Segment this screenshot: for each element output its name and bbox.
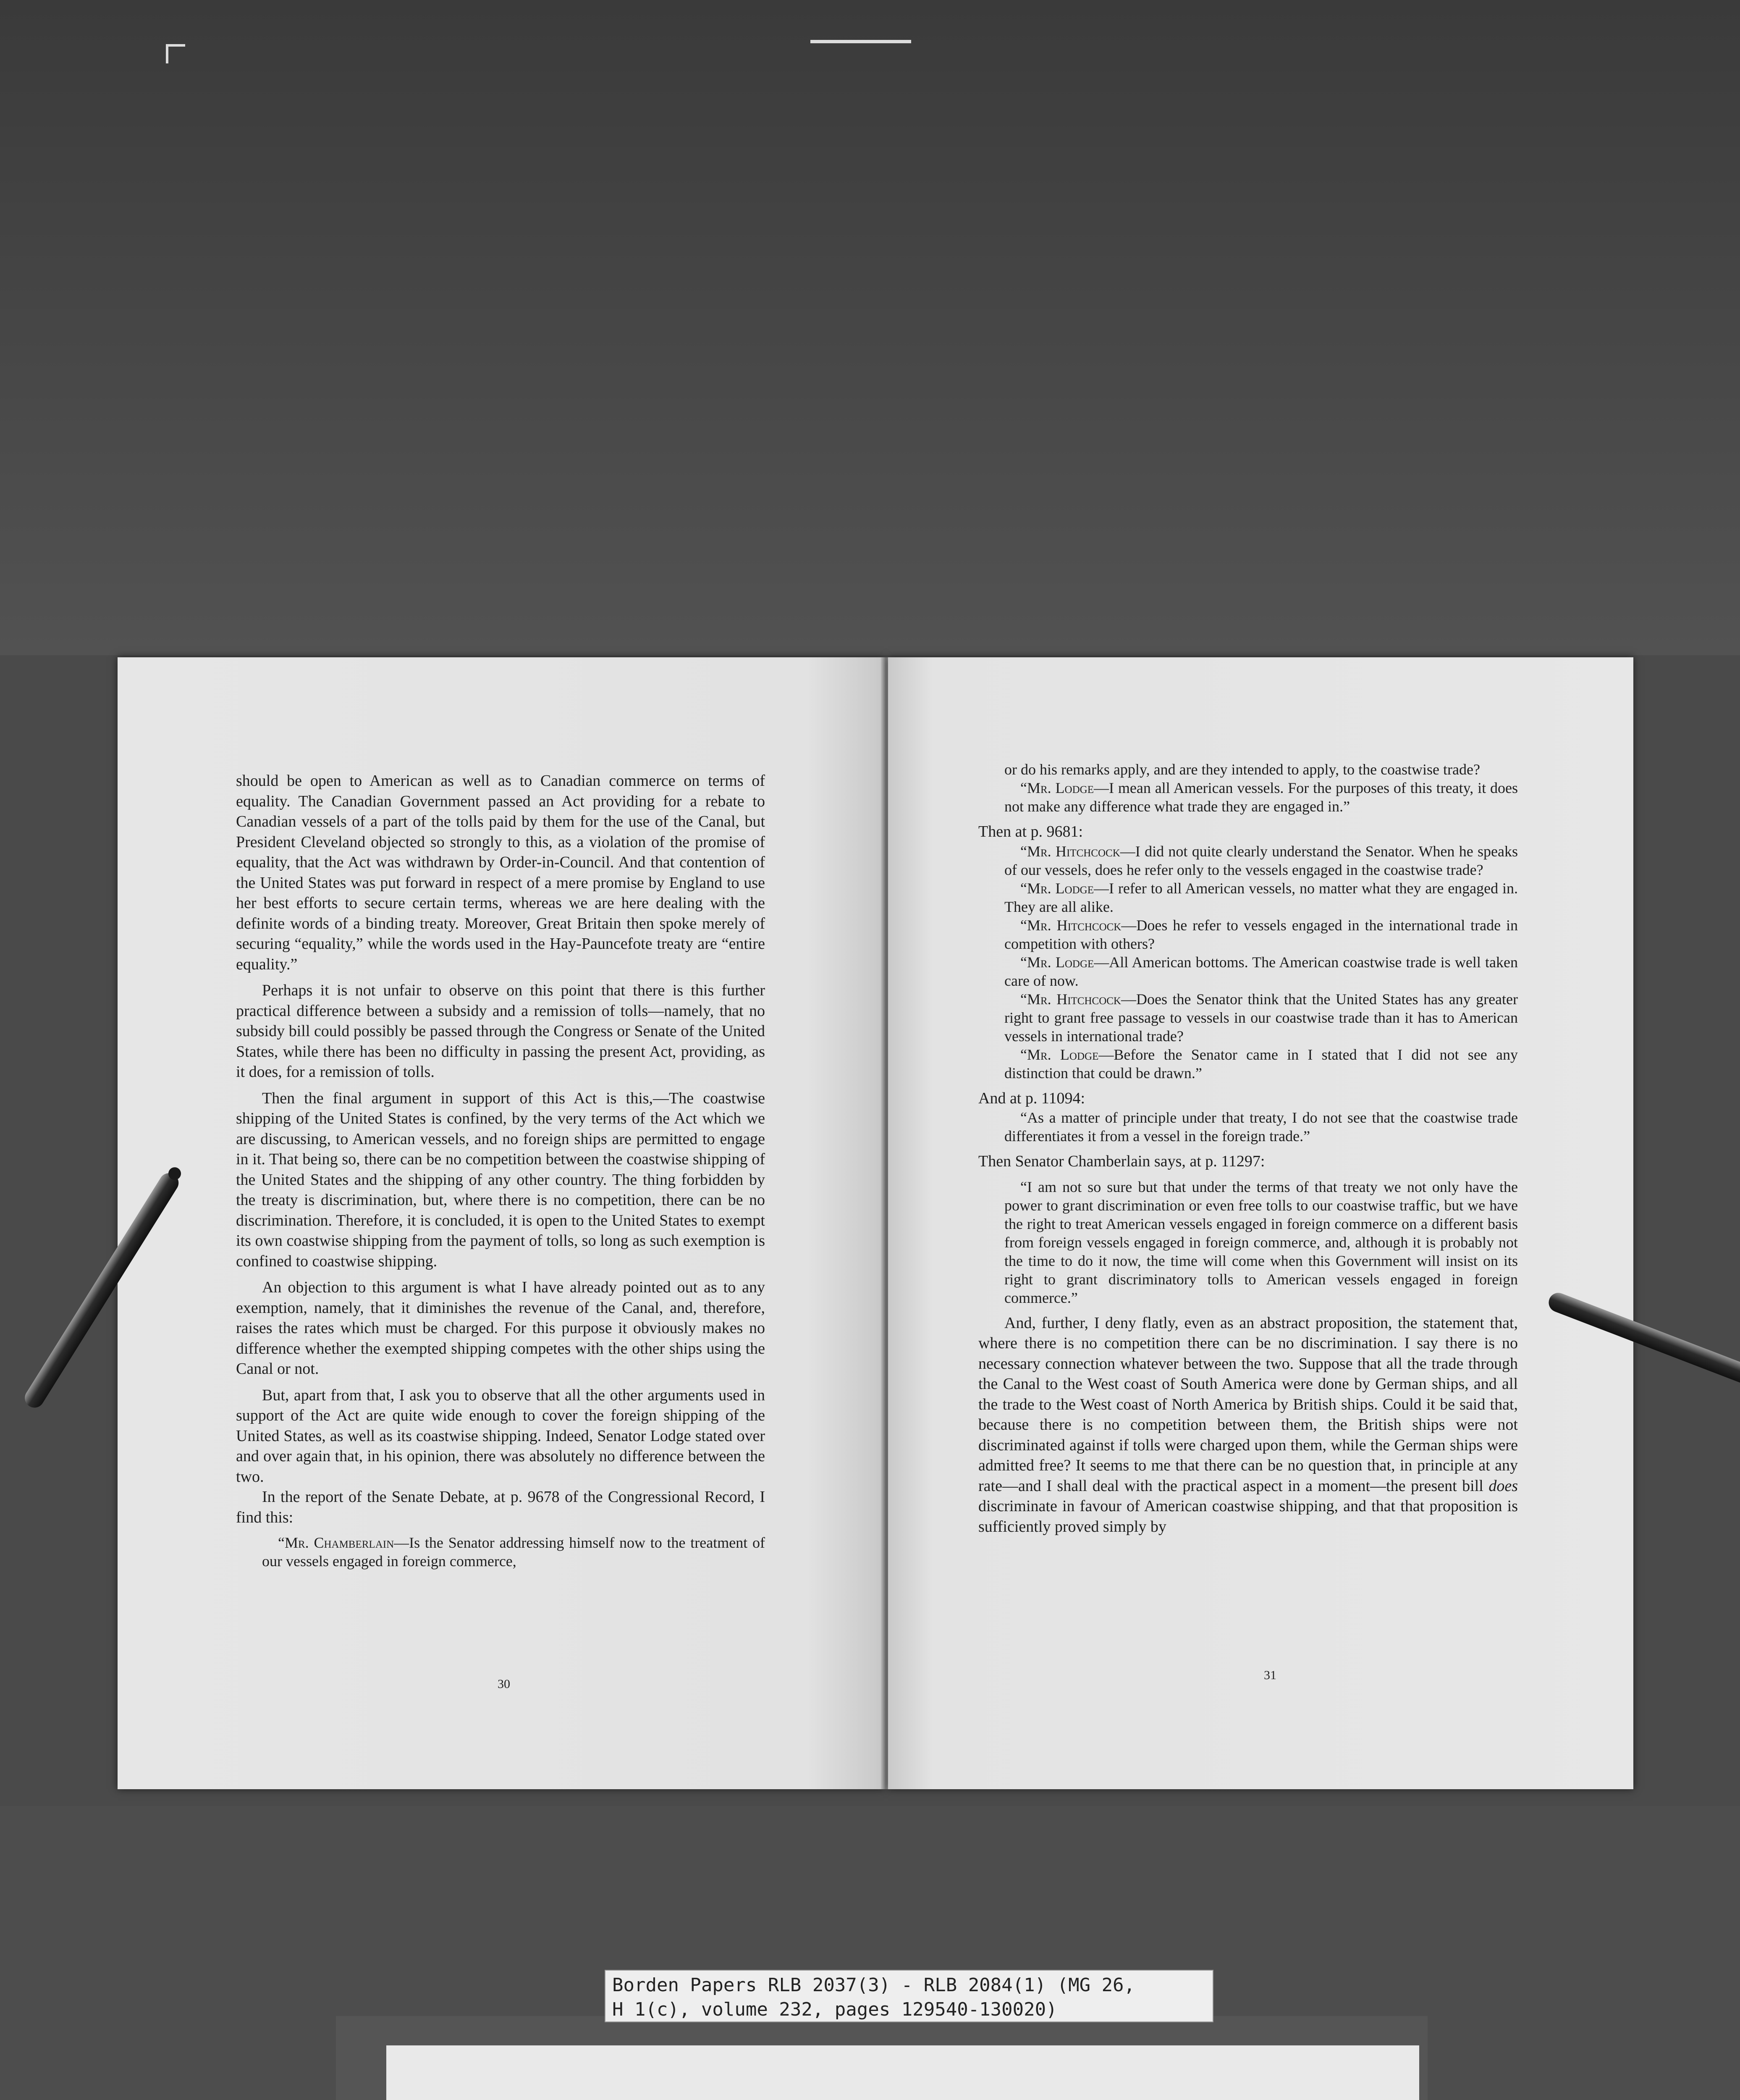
paragraph: Perhaps it is not unfair to observe on this point that there is this further practical difference between a subsidy and a remission of tolls—namely, that no subsidy bill could possibly be passed through the Congress or Senate of the United States, while there has been no difficulty in passing the present Act, providing, as it does, for a remission of tolls. <box>236 982 765 1081</box>
open-booklet <box>118 657 1633 1789</box>
quotation-text: —I refer to all American vessels, no matter what they are engaged in. They are all alike. <box>1004 879 1518 915</box>
quotation-text: —I mean all American vessels. For the purposes of this treaty, it does not make any difference what trade they are engaged in.” <box>1004 780 1518 815</box>
paragraph: Then the final argument in support of this Act is this,—The coastwise shipping of the United States is confined, by the very terms of the Act which we are discussing, to American vessels, and no foreign ships are permitted to engage in it. That being so, there can be no competition between the coastwise shipping of the United States and the shipping of any other country. The thing forbidden by the treaty is discrimination, but, where there is no competition, there can be no discrimination. Therefore, it is concluded, it is open to the United States to exempt its own coastwise shipping from the payment of tolls, so long as such exemption is confined to coastwise shipping. <box>236 1089 765 1270</box>
quotation: “As a matter of principle under that treaty, I do not see that the coastwise trade differentiates it from a vessel in the foreign trade.” <box>1004 1109 1518 1144</box>
quotation: “Mr. Lodge—All American bottoms. The American coastwise trade is well taken care of now. <box>1004 953 1518 989</box>
paragraph <box>978 1313 1518 1537</box>
archive-card <box>386 2045 1419 2100</box>
paragraph: An objection to this argument is what I have already pointed out as to any exemption, namely, that it diminishes the revenue of the Canal, and, therefore, raises the rates which must be charged. For this purpose it obviously makes no difference whether the exempted shipping competes with the other ships using the Canal or not. <box>236 1278 765 1378</box>
quotation-text: —Does the Senator think that the United States has any greater right to grant free passage to vessels in our coastwise trade than it has to American vessels in international trade? <box>1004 990 1518 1045</box>
quotation: “Mr. Lodge—I mean all American vessels. For the purposes of this treaty, it does not make any difference what trade they are engaged in.” <box>1004 780 1518 815</box>
paragraph-text: discriminate in favour of American coastwise shipping, and that that proposition is sufficiently proved simply by <box>978 1497 1518 1536</box>
paragraph-text: And, further, I deny flatly, even as an abstract proposition, the statement that, where there is no competition there can be no discrimination. I say there is no necessary connection whatever between the two. Suppose that all the trade through the Canal to the West coast of South America were done by German ships, and all the trade to the West coast of North America by British ships. Could it be said that, because there is no competition between them, the British ships were not discriminated against if tolls were charged upon them, while the German ships were admitted free? It seems to me that there can be no question that, in principle at any rate—and I shall deal with the practical aspect in a moment—the present bill <box>978 1314 1518 1495</box>
left-page <box>118 657 884 1789</box>
speaker-name: Mr. Lodge <box>1027 879 1094 897</box>
page-number: 30 <box>498 1677 510 1691</box>
quotation: “Mr. Hitchcock—Does the Senator think that the United States has any greater right to grant free passage to vessels in our coastwise trade than it has to American vessels in international trade? <box>1004 990 1518 1045</box>
quotation-continued: or do his remarks apply, and are they intended to apply, to the coastwise trade? <box>1004 761 1480 778</box>
quotation-text: —Is the Senator addressing himself now to the treatment of our vessels engaged in foreign commerce, <box>262 1534 765 1570</box>
left-page-text <box>236 771 765 1570</box>
right-page <box>888 657 1633 1789</box>
quotation-text: —Before the Senator came in I stated that I did not see any distinction that could be drawn.” <box>1004 1046 1518 1082</box>
quotation: “Mr. Hitchcock—Does he refer to vessels engaged in the international trade in competition with others? <box>1004 916 1518 952</box>
quotation: “Mr. Chamberlain—Is the Senator addressing himself now to the treatment of our vessels engaged in foreign commerce, <box>262 1534 765 1570</box>
quotation: “Mr. Lodge—I refer to all American vessels, no matter what they are engaged in. They are all alike. <box>1004 879 1518 915</box>
crop-corner-mark <box>166 44 185 63</box>
speaker-name: Mr. Lodge <box>1027 1046 1099 1063</box>
citation-line: And at p. 11094: <box>978 1089 1085 1107</box>
speaker-name: Mr. Hitchcock <box>1027 990 1121 1008</box>
quotation: “I am not so sure but that under the terms of that treaty we not only have the power to grant discrimination or even free tolls to our coastwise traffic, but we have the right to treat American vessels engaged in foreign commerce on a different basis from foreign vessels engaged in foreign commerce, and, although it is probably not the time to do it now, the time will come when this Government will insist on its right to grant discriminatory tolls to American vessels engaged in foreign commerce.” <box>1004 1178 1518 1306</box>
paragraph: In the report of the Senate Debate, at p. 9678 of the Congressional Record, I find this: <box>236 1488 765 1526</box>
speaker-name: Mr. Hitchcock <box>1027 843 1120 860</box>
registration-bar <box>810 40 911 43</box>
paragraph: should be open to American as well as to Canadian commerce on terms of equality. The Canadian Government passed an Act providing for a rebate to Canadian vessels of a part of the tolls paid by them for the use of the Canal, but President Cleveland objected so strongly to this, as a violation of the promise of equality, that the Act was withdrawn by Order-in-Council. And that contention of the United States was put forward in respect of a mere promise by England to use her best efforts to secure certain terms, whereas we are here dealing with the definite words of a binding treaty. Moreover, Great Britain then spoke merely of securing “equality,” while the words used in the Hay-Pauncefote treaty are “entire equality.” <box>236 772 765 973</box>
speaker-name: Mr. Chamberlain <box>284 1534 394 1551</box>
quotation-text: —I did not quite clearly understand the Senator. When he speaks of our vessels, does he refer only to the vessels engaged in the coastwise trade? <box>1004 843 1518 878</box>
quotation: “Mr. Hitchcock—I did not quite clearly understand the Senator. When he speaks of our vessels, does he refer only to the vessels engaged in the coastwise trade? <box>1004 843 1518 878</box>
quotation-text: —All American bottoms. The American coastwise trade is well taken care of now. <box>1004 953 1518 989</box>
speaker-name: Mr. Lodge <box>1027 780 1094 796</box>
speaker-name: Mr. Lodge <box>1027 953 1094 971</box>
page-number: 31 <box>1264 1668 1276 1682</box>
reference-label <box>605 1970 1213 2022</box>
emphasis-text: does <box>1488 1477 1518 1495</box>
dark-background-top <box>0 0 1740 655</box>
quotation: “Mr. Lodge—Before the Senator came in I stated that I did not see any distinction that could be drawn.” <box>1004 1046 1518 1082</box>
right-page-text <box>978 760 1518 1537</box>
reference-line: H 1(c), volume 232, pages 129540-130020) <box>612 1999 1057 2020</box>
reference-line: Borden Papers RLB 2037(3) - RLB 2084(1) (MG 26, <box>612 1974 1135 1996</box>
quotation-text: —Does he refer to vessels engaged in the international trade in competition with others? <box>1004 916 1518 952</box>
paragraph: But, apart from that, I ask you to observe that all the other arguments used in support of the Act are quite wide enough to cover the foreign shipping of the United States, as well as its coastwise shipping. Indeed, Senator Lodge stated over and over again that, in his opinion, there was absolutely no difference between the two. <box>236 1386 765 1486</box>
speaker-name: Mr. Hitchcock <box>1027 916 1122 934</box>
citation-line: Then Senator Chamberlain says, at p. 11297: <box>978 1152 1265 1170</box>
citation-line: Then at p. 9681: <box>978 823 1083 840</box>
